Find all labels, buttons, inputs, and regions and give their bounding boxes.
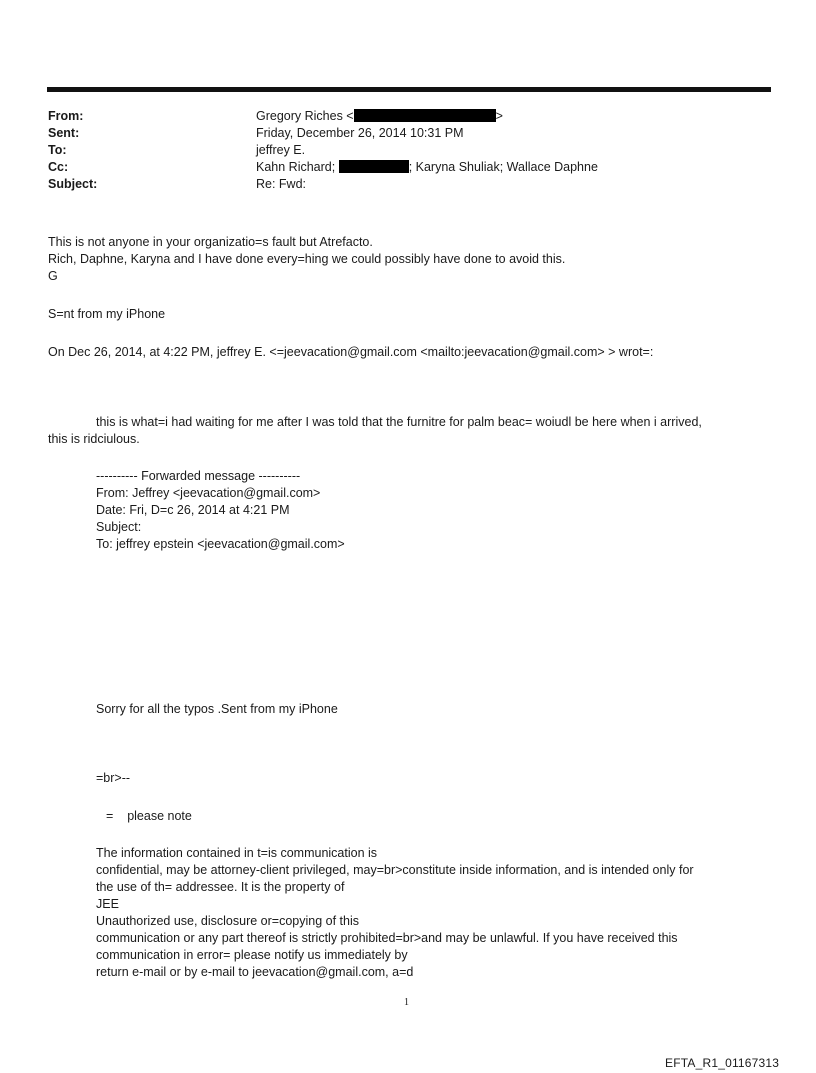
forwarded-header: ---------- Forwarded message ---------- — [96, 469, 301, 483]
disclaimer-line: confidential, may be attorney-client privileged, may=br>constitute inside information, and is intended only for — [96, 863, 694, 877]
forwarded-to: To: jeffrey epstein <jeevacation@gmail.com> — [96, 537, 345, 551]
cc-value: Kahn Richard; ; Karyna Shuliak; Wallace Daphne — [256, 160, 598, 174]
typos-line: Sorry for all the typos .Sent from my iPhone — [96, 702, 338, 716]
body-signature: G — [48, 269, 58, 283]
disclaimer-line: The information contained in t=is communication is — [96, 846, 378, 860]
to-label: To: — [48, 143, 67, 157]
disclaimer-line: communication in error= please notify us immediately by — [96, 948, 408, 962]
disclaimer-line: communication or any part thereof is strictly prohibited=br>and may be unlawful. If you have received this — [96, 931, 678, 945]
to-value: jeffrey E. — [256, 143, 306, 157]
redaction-box — [354, 109, 496, 122]
cc-label: Cc: — [48, 160, 69, 174]
forwarded-date: Date: Fri, D=c 26, 2014 at 4:21 PM — [96, 503, 290, 517]
disclaimer-line: return e-mail or by e-mail to jeevacation@gmail.com, a=d — [96, 965, 414, 979]
disclaimer-line: the use of th= addressee. It is the property of — [96, 880, 345, 894]
body-line: This is not anyone in your organizatio=s fault but Atrefacto. — [48, 235, 373, 249]
redaction-box — [339, 160, 409, 173]
subject-label: Subject: — [48, 177, 98, 191]
please-note-line: = please note — [106, 809, 192, 823]
disclaimer-line: JEE — [96, 897, 119, 911]
body-line: Rich, Daphne, Karyna and I have done every=hing we could possibly have done to avoid this. — [48, 252, 566, 266]
sent-value: Friday, December 26, 2014 10:31 PM — [256, 126, 464, 140]
from-value: Gregory Riches < > — [256, 109, 503, 123]
quote-intro-line: On Dec 26, 2014, at 4:22 PM, jeffrey E. <=jeevacation@gmail.com <mailto:jeevacation@gmail.com> > wrot=: — [48, 345, 654, 359]
sent-from-line: S=nt from my iPhone — [48, 307, 166, 321]
document-id: EFTA_R1_01167313 — [665, 1056, 780, 1070]
subject-value: Re: Fwd: — [256, 177, 307, 191]
sent-label: Sent: — [48, 126, 80, 140]
forwarded-from: From: Jeffrey <jeevacation@gmail.com> — [96, 486, 321, 500]
quoted-line: this is ridciulous. — [48, 432, 140, 446]
br-line: =br>-- — [96, 771, 131, 785]
header-rule — [47, 87, 771, 92]
page-number: 1 — [404, 997, 409, 1008]
forwarded-subject: Subject: — [96, 520, 142, 534]
disclaimer-line: Unauthorized use, disclosure or=copying of this — [96, 914, 359, 928]
quoted-line: this is what=i had waiting for me after I was told that the furnitre for palm beac= woiudl be here when i arrived, — [96, 415, 702, 429]
from-label: From: — [48, 109, 84, 123]
